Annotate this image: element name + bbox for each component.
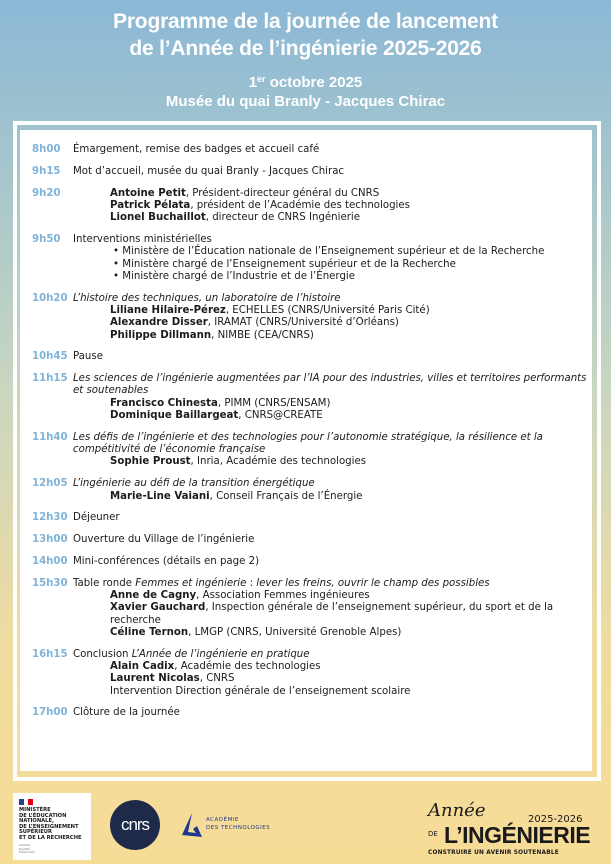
ministry-line: MINISTÈRE bbox=[19, 807, 51, 813]
speaker-name: Alexandre Disser bbox=[110, 317, 208, 329]
agenda-time: 11h15 bbox=[32, 373, 68, 385]
motto-line: Égalité bbox=[19, 846, 30, 851]
agenda-description bbox=[73, 534, 592, 546]
agenda-italic-subtitle: lever les freins, ouvrir le champ des possibles bbox=[256, 577, 490, 589]
ministry-motto bbox=[19, 844, 35, 855]
agenda-item bbox=[32, 188, 592, 225]
agenda-text: Table ronde bbox=[73, 577, 136, 589]
ministry-line: DE L’ÉDUCATION bbox=[19, 812, 67, 819]
agenda-session-title: Les sciences de l’ingénierie augmentées par l’IA pour des industries, villes et territoires performants et soutenables bbox=[73, 373, 587, 397]
speaker-role: , Association Femmes ingénieures bbox=[196, 590, 370, 602]
cnrs-logo: cnrs bbox=[110, 800, 160, 850]
agenda-time: 11h40 bbox=[32, 431, 68, 443]
speaker-role: , CNRS@CREATE bbox=[238, 410, 323, 422]
agenda-description bbox=[73, 707, 592, 719]
agenda-item bbox=[32, 534, 592, 546]
event-venue: Musée du quai Branly - Jacques Chirac bbox=[165, 93, 446, 110]
speaker-name: Francisco Chinesta bbox=[110, 397, 218, 409]
footer-logos bbox=[0, 790, 611, 864]
agenda-time: 8h00 bbox=[32, 144, 61, 155]
speaker-name: Philippe Dillmann bbox=[110, 329, 212, 341]
agenda-item bbox=[32, 293, 592, 342]
speaker-name: Lionel Buchaillot bbox=[110, 212, 206, 224]
agenda-text: Conclusion bbox=[73, 648, 132, 660]
motto-line: Fraternité bbox=[19, 850, 35, 855]
speaker-line bbox=[73, 456, 592, 468]
agenda-list bbox=[32, 144, 592, 729]
speaker-role: , directeur de CNRS Ingénierie bbox=[205, 212, 360, 224]
agenda-item bbox=[32, 432, 592, 469]
speaker-line bbox=[73, 398, 592, 410]
agenda-item bbox=[32, 707, 592, 719]
agenda-text: Ouverture du Village de l’ingénierie bbox=[73, 534, 255, 546]
speaker-role: , Conseil Français de l’Énergie bbox=[209, 490, 363, 502]
agenda-item bbox=[32, 556, 592, 568]
annee-years: 2025-2026 bbox=[528, 814, 583, 825]
speaker-name: Anne de Cagny bbox=[110, 590, 197, 602]
agenda-time: 13h00 bbox=[32, 534, 68, 546]
agenda-time: 10h20 bbox=[32, 292, 68, 304]
agenda-description bbox=[73, 432, 592, 457]
agenda-item bbox=[32, 578, 592, 639]
agenda-text-2: : bbox=[246, 577, 257, 589]
agenda-item bbox=[32, 234, 592, 283]
agenda-text: Pause bbox=[73, 351, 103, 363]
agenda-item bbox=[32, 351, 592, 363]
speaker-name: Xavier Gauchard bbox=[110, 602, 206, 614]
date-day: 1 bbox=[248, 74, 258, 91]
speaker-line bbox=[73, 330, 592, 342]
annee-ingenierie-logo bbox=[428, 800, 603, 860]
speaker-name: Patrick Pélata bbox=[110, 199, 191, 211]
speaker-line bbox=[73, 317, 592, 329]
speaker-name: Céline Ternon bbox=[110, 626, 189, 638]
title-line-1: Programme de la journée de lancement bbox=[113, 10, 498, 33]
agenda-item bbox=[32, 166, 592, 178]
agenda-session-title: L’ingénierie au défi de la transition énergétique bbox=[73, 478, 315, 490]
agenda-description bbox=[73, 166, 592, 178]
agenda-time: 15h30 bbox=[32, 577, 68, 589]
speaker-role: , LMGP (CNRS, Université Grenoble Alpes) bbox=[188, 626, 402, 638]
agenda-item bbox=[32, 373, 592, 422]
agenda-time: 9h50 bbox=[32, 233, 61, 245]
agenda-description bbox=[73, 556, 592, 568]
speaker-line bbox=[73, 410, 592, 422]
speaker-name: Sophie Proust bbox=[110, 456, 191, 468]
ministry-name bbox=[19, 808, 82, 842]
speaker-role: , Président-directeur général du CNRS bbox=[185, 187, 380, 199]
speaker-line bbox=[73, 212, 592, 224]
speaker-name: Liliane Hilaire-Pérez bbox=[110, 304, 226, 316]
page-header bbox=[0, 8, 611, 111]
speaker-role: , président de l’Académie des technologies bbox=[190, 199, 410, 211]
agenda-text: Mini-conférences (détails en page 2) bbox=[73, 555, 260, 567]
agenda-description bbox=[73, 351, 592, 363]
agenda-bullet: • Ministère chargé de l’Industrie et de l’Énergie bbox=[113, 270, 356, 282]
french-flag-icon bbox=[19, 799, 33, 805]
speaker-role: , Académie des technologies bbox=[174, 661, 321, 672]
agenda-item bbox=[32, 512, 592, 524]
agenda-item bbox=[32, 144, 592, 156]
agenda-description bbox=[73, 144, 592, 156]
agenda-text: Émargement, remise des badges et accueil café bbox=[73, 144, 320, 155]
event-date bbox=[0, 70, 611, 92]
speaker-line bbox=[73, 590, 592, 602]
agenda-time: 9h20 bbox=[32, 187, 61, 199]
agenda-italic-title: L’Année de l’ingénierie en pratique bbox=[131, 648, 310, 660]
agenda-bullet: • Ministère chargé de l’Enseignement supérieur et de la Recherche bbox=[113, 258, 456, 270]
speaker-line bbox=[73, 673, 592, 685]
agenda-description bbox=[73, 293, 592, 305]
ministry-line: NATIONALE, bbox=[19, 818, 55, 825]
agenda-time: 12h05 bbox=[32, 478, 68, 490]
speaker-line bbox=[73, 661, 592, 673]
speaker-role: , ECHELLES (CNRS/Université Paris Cité) bbox=[225, 304, 430, 316]
date-ordinal: er bbox=[257, 74, 266, 84]
speaker-role: , Inspection générale de l’enseignement supérieur, du sport et de la recherche bbox=[110, 602, 554, 626]
speaker-line bbox=[73, 627, 592, 639]
agenda-time: 10h45 bbox=[32, 351, 68, 363]
agenda-time: 17h00 bbox=[32, 707, 68, 719]
ministry-line: ET DE LA RECHERCHE bbox=[19, 834, 82, 841]
speaker-role: , Inria, Académie des technologies bbox=[190, 456, 367, 468]
agenda-bullet: • Ministère de l’Éducation nationale de l’Enseignement supérieur et de la Recherche bbox=[113, 246, 545, 258]
title-line-2: de l’Année de l’ingénierie 2025-2026 bbox=[129, 37, 482, 60]
speaker-line bbox=[73, 602, 592, 627]
agenda-session-title: Les défis de l’ingénierie et des technologies pour l’autonomie stratégique, la résilience et la compétitivité de l’économie française bbox=[73, 431, 543, 456]
speaker-role: , CNRS bbox=[199, 673, 235, 685]
agenda-description bbox=[73, 649, 592, 661]
agenda-text: Clôture de la journée bbox=[73, 707, 180, 719]
annee-de: DE bbox=[428, 830, 438, 838]
agenda-description bbox=[73, 478, 592, 490]
agenda-time: 12h30 bbox=[32, 512, 68, 524]
speaker-name: Dominique Baillargeat bbox=[110, 410, 239, 422]
speaker-role: Intervention Direction générale de l’enseignement scolaire bbox=[110, 685, 411, 697]
speaker-line bbox=[73, 188, 592, 200]
agenda-time: 16h15 bbox=[32, 648, 68, 660]
annee-tagline: CONSTRUIRE UN AVENIR SOUTENABLE bbox=[428, 850, 559, 856]
speaker-line bbox=[73, 686, 592, 698]
agenda-description bbox=[73, 578, 592, 590]
agenda-text: Mot d’accueil, musée du quai Branly - Jacques Chirac bbox=[73, 165, 345, 177]
annee-script: Année bbox=[428, 800, 486, 821]
agenda-description bbox=[73, 512, 592, 524]
ministry-line: SUPÉRIEUR bbox=[19, 829, 52, 836]
annee-main: L’INGÉNIERIE bbox=[444, 822, 591, 848]
agenda-text: Interventions ministérielles bbox=[73, 233, 212, 245]
ministry-line: DE L’ENSEIGNEMENT bbox=[19, 823, 79, 830]
agenda-session-title: L’histoire des techniques, un laboratoire de l’histoire bbox=[73, 292, 341, 304]
speaker-line bbox=[73, 200, 592, 212]
agenda-description bbox=[73, 373, 592, 398]
speaker-name: Alain Cadix bbox=[110, 661, 175, 672]
ministry-logo bbox=[13, 793, 91, 860]
academie-name bbox=[206, 816, 270, 832]
speaker-line bbox=[73, 491, 592, 503]
speaker-role: , IRAMAT (CNRS/Université d’Orléans) bbox=[207, 317, 399, 329]
motto-line: Liberté bbox=[19, 843, 31, 847]
agenda-description bbox=[73, 234, 592, 246]
speaker-name: Antoine Petit bbox=[110, 187, 186, 199]
academie-line-1: ACADÉMIE bbox=[206, 817, 239, 823]
agenda-item bbox=[32, 649, 592, 698]
agenda-item bbox=[32, 478, 592, 503]
academie-line-2: DES TECHNOLOGIES bbox=[206, 825, 271, 831]
date-rest: octobre 2025 bbox=[265, 74, 363, 91]
speaker-role: , NIMBE (CEA/CNRS) bbox=[211, 329, 314, 341]
agenda-time: 9h15 bbox=[32, 165, 61, 177]
agenda-text: Déjeuner bbox=[73, 512, 120, 524]
speaker-line bbox=[73, 305, 592, 317]
speaker-role: , PIMM (CNRS/ENSAM) bbox=[217, 397, 331, 409]
academie-mark-icon bbox=[180, 812, 204, 838]
agenda-italic-title: Femmes et ingénierie bbox=[135, 577, 247, 589]
agenda-time: 14h00 bbox=[32, 555, 68, 567]
speaker-name: Laurent Nicolas bbox=[110, 673, 200, 685]
speaker-name: Marie-Line Vaiani bbox=[110, 490, 210, 502]
